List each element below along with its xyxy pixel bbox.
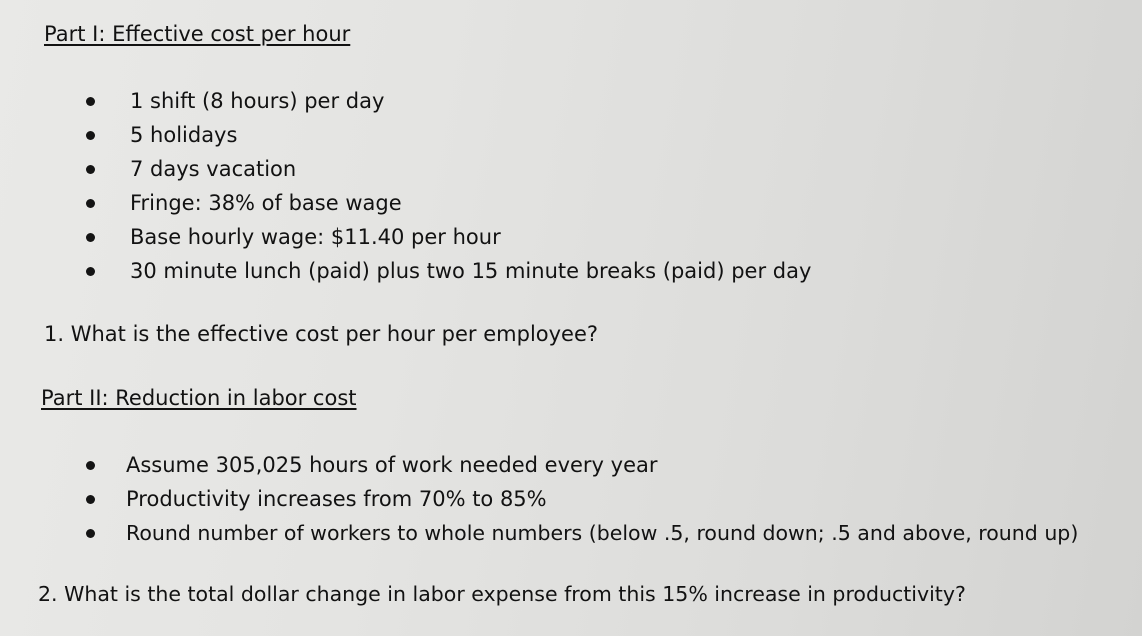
bullet-icon	[86, 529, 95, 538]
bullet-text: Assume 305,025 hours of work needed every year	[126, 453, 658, 477]
list-item	[86, 118, 1086, 152]
list-item	[86, 482, 1126, 516]
list-item	[86, 516, 1126, 550]
list-item	[86, 448, 1126, 482]
list-item	[86, 84, 1086, 118]
bullet-text: Round number of workers to whole numbers (below .5, round down; .5 and above, round up)	[126, 521, 1079, 545]
bullet-text: Base hourly wage: $11.40 per hour	[130, 225, 501, 249]
list-item	[86, 254, 1086, 288]
part2-bullet-list	[86, 448, 1126, 550]
list-item	[86, 152, 1086, 186]
bullet-icon	[86, 199, 95, 208]
bullet-text: 7 days vacation	[130, 157, 297, 181]
question-2: 2. What is the total dollar change in labor expense from this 15% increase in productivity?	[38, 582, 966, 606]
bullet-icon	[86, 495, 95, 504]
bullet-text: Fringe: 38% of base wage	[130, 191, 402, 215]
list-item	[86, 220, 1086, 254]
list-item	[86, 186, 1086, 220]
bullet-icon	[86, 233, 95, 242]
bullet-icon	[86, 165, 95, 174]
bullet-icon	[86, 97, 95, 106]
part1-bullet-list	[86, 84, 1086, 288]
question-1: 1. What is the effective cost per hour per employee?	[44, 322, 599, 346]
part2-heading: Part II: Reduction in labor cost	[41, 386, 357, 410]
bullet-icon	[86, 461, 95, 470]
bullet-text: Productivity increases from 70% to 85%	[126, 487, 547, 511]
bullet-text: 1 shift (8 hours) per day	[130, 89, 385, 113]
bullet-icon	[86, 267, 95, 276]
bullet-text: 30 minute lunch (paid) plus two 15 minute breaks (paid) per day	[130, 259, 812, 283]
bullet-text: 5 holidays	[130, 123, 238, 147]
part1-heading: Part I: Effective cost per hour	[44, 22, 351, 46]
bullet-icon	[86, 131, 95, 140]
